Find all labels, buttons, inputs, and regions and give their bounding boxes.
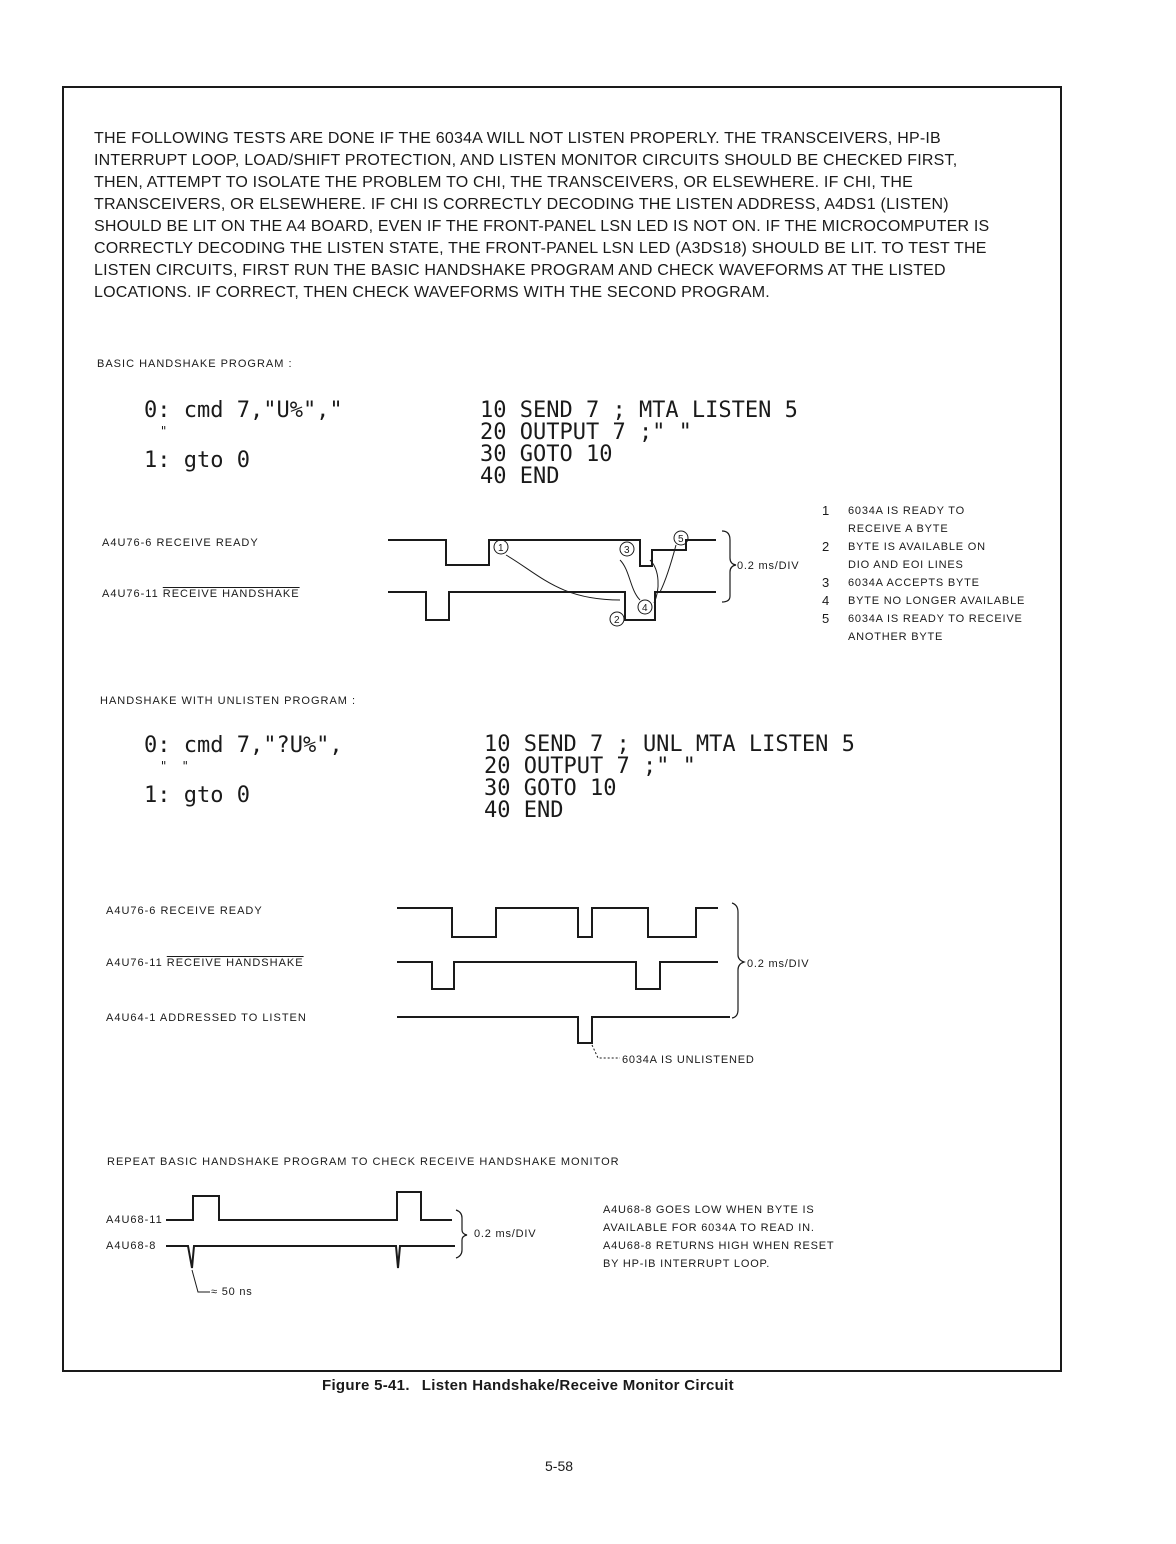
signal-prefix: A4U76-11: [106, 957, 167, 969]
figure-title: Listen Handshake/Receive Monitor Circuit: [421, 1377, 734, 1394]
unlisten-right-line-2: 30 GOTO 10: [484, 776, 617, 801]
basic-receive-handshake-waveform: [388, 592, 716, 620]
monitor-note: A4U68-8 GOES LOW WHEN BYTE IS AVAILABLE FOR 6034A TO READ IN. A4U68-8 RETURNS HIGH WHEN RESET BY HP-IB INTERRUPT LOOP.: [603, 1204, 835, 1270]
legend-marker-1: 1: [822, 503, 831, 518]
signal-prefix: A4U76-11: [102, 588, 163, 600]
basic-receive-ready-waveform: [388, 540, 716, 566]
basic-signal-receive-ready: A4U76-6 RECEIVE READY: [102, 537, 259, 549]
marker-1-text: 1: [498, 543, 504, 554]
basic-left-line-0: 0: cmd 7,"U%",": [144, 398, 343, 423]
basic-right-line-1: 20 OUTPUT 7 ;" ": [480, 420, 692, 445]
legend-item: RECEIVE A BYTE: [848, 523, 949, 535]
unlisten-program-heading: HANDSHAKE WITH UNLISTEN PROGRAM :: [100, 695, 357, 707]
legend-item: DIO AND EOI LINES: [848, 559, 964, 571]
basic-scale-label: 0.2 ms/DIV: [737, 560, 800, 572]
basic-right-line-0: 10 SEND 7 ; MTA LISTEN 5: [480, 398, 798, 423]
unlisten-right-line-0: 10 SEND 7 ; UNL MTA LISTEN 5: [484, 732, 855, 757]
monitor-signal-a4u68-11: A4U68-11: [106, 1214, 163, 1226]
unlisten-left-line-0: 0: cmd 7,"?U%",: [144, 733, 343, 758]
basic-right-line-3: 40 END: [480, 464, 560, 489]
monitor-a4u68-11-waveform: [166, 1192, 452, 1220]
monitor-heading: REPEAT BASIC HANDSHAKE PROGRAM TO CHECK RECEIVE HANDSHAKE MONITOR: [107, 1156, 620, 1168]
signal-name-overlined: RECEIVE HANDSHAKE: [162, 588, 300, 600]
unlisten-signal-receive-ready: A4U76-6 RECEIVE READY: [106, 905, 263, 917]
monitor-a4u68-8-waveform: [166, 1246, 455, 1268]
monitor-pulse-width: ≈ 50 ns: [211, 1286, 253, 1298]
unlisten-right-line-1: 20 OUTPUT 7 ;" ": [484, 754, 696, 779]
legend-item: ANOTHER BYTE: [848, 631, 944, 643]
unlisten-receive-ready-waveform: [397, 908, 718, 937]
unlisten-addressed-to-listen-waveform: [397, 1017, 730, 1043]
intro-paragraph: THE FOLLOWING TESTS ARE DONE IF THE 6034A WILL NOT LISTEN PROPERLY. THE TRANSCEIVERS, HP-IB INTERRUPT LOOP, LOAD/SHIFT PROTECTION, AND LISTEN MONITOR CIRCUITS SHOULD BE CHECKED FIRST, THEN, ATTEMPT TO ISOLATE THE PROBLEM TO CHI, THE TRANSCEIVERS, OR ELSEWHERE. IF CHI, THE TRANSCEIVERS, OR ELSEWHERE. IF CHI IS CORRECTLY DECODING THE LISTEN ADDRESS, A4DS1 (LISTEN) SHOULD BE LIT ON THE A4 BOARD, EVEN IF THE FRONT-PANEL LSN LED IS NOT ON. IF THE MICROCOMPUTER IS CORRECTLY DECODING THE LISTEN STATE, THE FRONT-PANEL LSN LED (A3DS18) SHOULD BE LIT. TO TEST THE LISTEN CIRCUITS, FIRST RUN THE BASIC HANDSHAKE PROGRAM AND CHECK WAVEFORMS AT THE LISTED LOCATIONS. IF CORRECT, THEN CHECK WAVEFORMS WITH THE SECOND PROGRAM.: [94, 130, 990, 301]
signal-name-overlined: RECEIVE HANDSHAKE: [166, 957, 304, 969]
legend-marker-3: 3: [822, 575, 831, 590]
unlisten-left-line-0-sub: " ": [160, 759, 189, 773]
basic-program-heading: BASIC HANDSHAKE PROGRAM :: [97, 358, 293, 370]
basic-left-line-1: 1: gto 0: [144, 448, 250, 473]
unlisten-right-line-3: 40 END: [484, 798, 564, 823]
marker-2-text: 2: [614, 615, 620, 626]
legend-item: 1 6034A IS READY TO: [822, 503, 965, 518]
marker-3-text: 3: [624, 545, 630, 556]
legend-marker-2: 2: [822, 539, 831, 554]
monitor-scale-label: 0.2 ms/DIV: [474, 1228, 537, 1240]
page-number: 5-58: [545, 1458, 574, 1474]
figure-caption: [322, 1377, 734, 1394]
legend-marker-4: 4: [822, 593, 831, 608]
unlisten-note: 6034A IS UNLISTENED: [622, 1054, 755, 1066]
figure-number: Figure 5-41.: [322, 1377, 410, 1394]
unlisten-scale-label: 0.2 ms/DIV: [747, 958, 810, 970]
unlisten-signal-addressed-to-listen: A4U64-1 ADDRESSED TO LISTEN: [106, 1012, 307, 1024]
marker-5-text: 5: [678, 534, 684, 545]
legend-item: 4 BYTE NO LONGER AVAILABLE: [822, 593, 1026, 608]
legend-item: 5 6034A IS READY TO RECEIVE: [822, 611, 1023, 626]
marker-4-text: 4: [642, 603, 648, 614]
unlisten-left-line-1: 1: gto 0: [144, 783, 250, 808]
legend-marker-5: 5: [822, 611, 831, 626]
unlisten-receive-handshake-waveform: [397, 962, 718, 989]
legend-item: 2 BYTE IS AVAILABLE ON: [822, 539, 986, 554]
basic-left-line-0-sub: ": [160, 424, 168, 438]
legend-item: 3 6034A ACCEPTS BYTE: [822, 575, 980, 590]
monitor-signal-a4u68-8: A4U68-8: [106, 1240, 157, 1252]
basic-right-line-2: 30 GOTO 10: [480, 442, 613, 467]
